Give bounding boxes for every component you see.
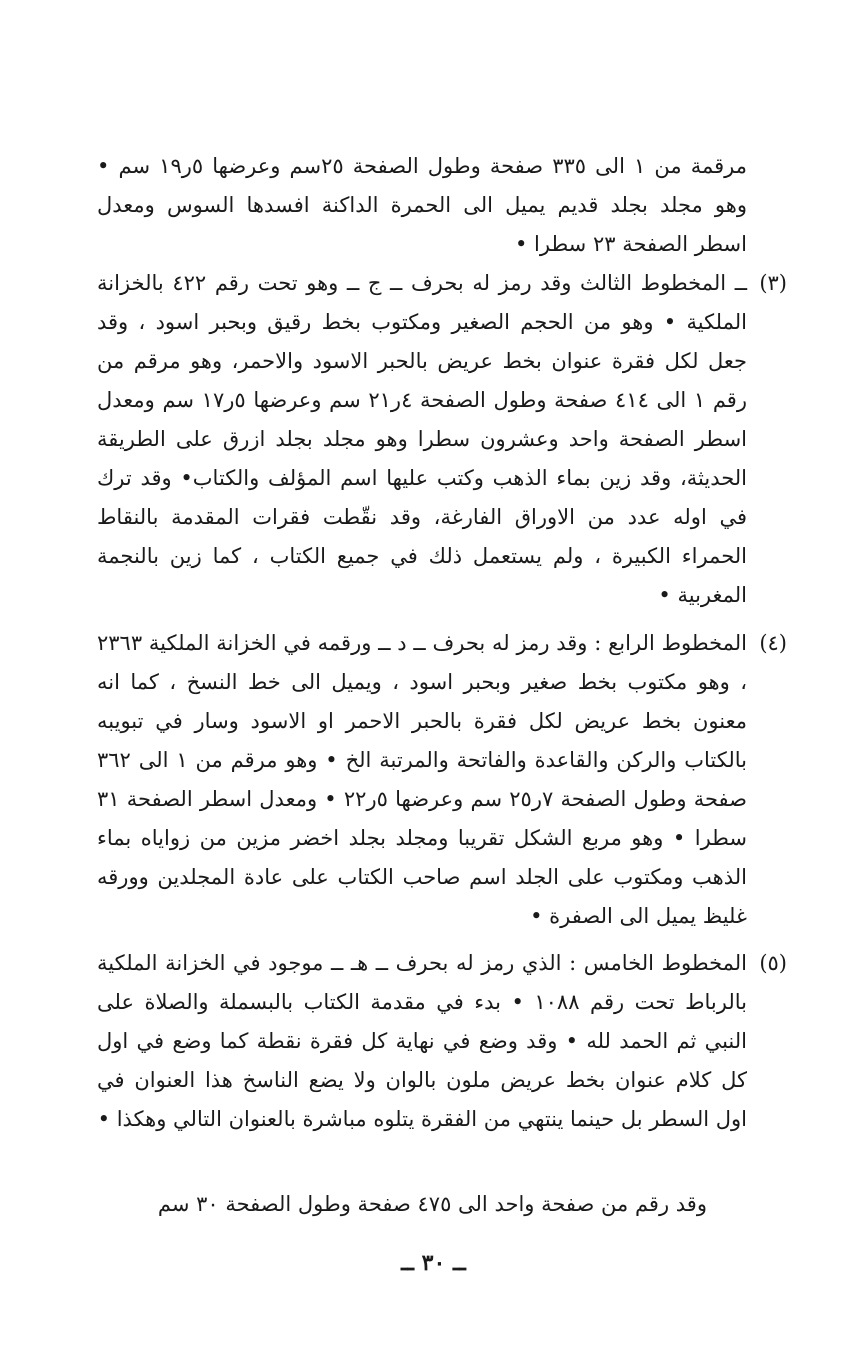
item-number: (٤) — [759, 631, 787, 655]
manuscript-item-4 — [97, 624, 787, 936]
item-text: المخطوط الرابع : وقد رمز له بحرف ــ د ــ ورقمه في الخزانة الملكية ٢٣٦٣ ، وهو مكتوب بخط صغير وبحبر اسود ، ويميل الى خط النسخ ، كما انه معنون بخط عريض لكل فقرة بالحبر الاحمر او الاسود وسار في تبويبه بالكتاب والركن والقاعدة والفاتحة والمرتبة الخ • وهو مرقم من ١ الى ٣٦٢ صفحة وطول الصفحة ٧ر٢٥ سم وعرضها ٥ر٢٢ • ومعدل اسطر الصفحة ٣١ سطرا • وهو مربع الشكل تقريبا ومجلد بجلد اخضر مزين من زواياه بماء الذهب ومكتوب على الجلد اسم صاحب الكتاب على عادة المجلدين وورقه غليظ يميل الى الصفرة • — [97, 631, 747, 928]
page-number: ــ ٣٠ ــ — [401, 1250, 466, 1276]
intro-paragraph: مرقمة من ١ الى ٣٣٥ صفحة وطول الصفحة ٢٥سم وعرضها ٥ر١٩ سم • وهو مجلد بجلد قديم يميل الى الحمرة الداكنة افسدها السوس ومعدل اسطر الصفحة ٢٣ سطرا • — [97, 154, 748, 256]
manuscript-item-3 — [97, 264, 787, 615]
item-number: (٣) — [759, 271, 787, 295]
manuscript-item-5 — [97, 944, 787, 1139]
closing-paragraph: وقد رقم من صفحة واحد الى ٤٧٥ صفحة وطول الصفحة ٣٠ سم — [157, 1192, 707, 1216]
item-number: (٥) — [759, 951, 787, 975]
item-text: المخطوط الخامس : الذي رمز له بحرف ــ هـ ــ موجود في الخزانة الملكية بالرباط تحت رقم ١٠٨٨ • بدء في مقدمة الكتاب بالبسملة والصلاة على النبي ثم الحمد لله • وقد وضع في نهاية كل فقرة نقطة كما وضع في اول كل كلام عنوان بخط عريض ملون بالوان ولا يضع الناسخ هذا العنوان في اول السطر بل حينما ينتهي من الفقرة يتلوه مباشرة بالعنوان التالي وهكذا • — [97, 951, 747, 1131]
item-text: ــ المخطوط الثالث وقد رمز له بحرف ــ ج ــ وهو تحت رقم ٤٢٢ بالخزانة الملكية • وهو من الحجم الصغير ومكتوب بخط رقيق وبحبر اسود ، وقد جعل لكل فقرة عنوان بخط عريض بالحبر الاسود والاحمر، وهو مرقم من رقم ١ الى ٤١٤ صفحة وطول الصفحة ٤ر٢١ سم وعرضها ٥ر١٧ سم ومعدل اسطر الصفحة واحد وعشرون سطرا وهو مجلد بجلد ازرق على الطريقة الحديثة، وقد زين بماء الذهب وكتب عليها اسم المؤلف والكتاب• وقد ترك في اوله عدد من الاوراق الفارغة، وقد نقّطت فقرات المقدمة بالنقاط الحمراء الكبيرة ، ولم يستعمل ذلك في جميع الكتاب ، كما زين بالنجمة المغربية • — [97, 271, 748, 607]
